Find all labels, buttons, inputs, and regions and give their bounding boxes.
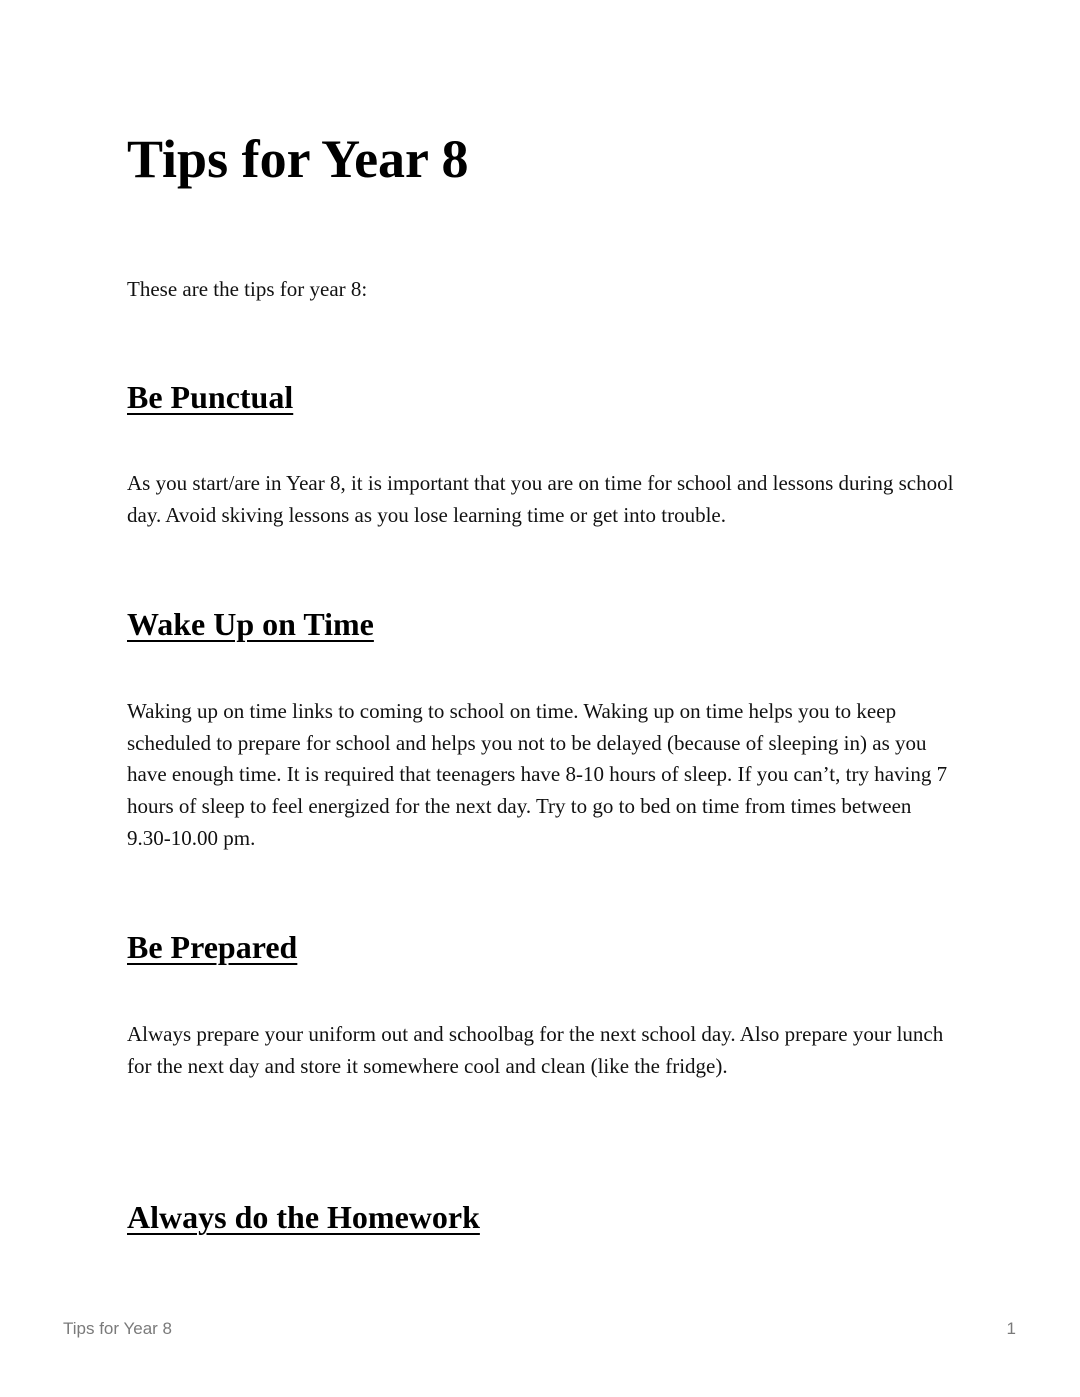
section-body-be-prepared: Always prepare your uniform out and schoolbag for the next school day. Also prepare your lunch for the next day and store it somewhere cool and clean (like the fridge). <box>127 1022 944 1078</box>
footer-document-title: Tips for Year 8 <box>63 1319 172 1338</box>
document-title: Tips for Year 8 <box>127 129 469 189</box>
section-heading-be-punctual: Be Punctual <box>127 379 294 415</box>
section-heading-always-do-the-homework: Always do the Homework <box>127 1199 480 1235</box>
section-body-be-punctual: As you start/are in Year 8, it is important that you are on time for school and lessons during school day. Avoid skiving lessons as you lose learning time or get into trouble. <box>127 471 954 527</box>
footer-page-number: 1 <box>1006 1319 1016 1338</box>
intro-paragraph: These are the tips for year 8: <box>127 277 368 301</box>
section-heading-be-prepared: Be Prepared <box>127 929 298 965</box>
section-heading-wake-up-on-time: Wake Up on Time <box>127 606 374 642</box>
section-body-wake-up-on-time: Waking up on time links to coming to school on time. Waking up on time helps you to keep scheduled to prepare for school and helps you not to be delayed (because of sleeping in) as you have enough time. It is required that teenagers have 8-10 hours of sleep. If you can’t, try having 7 hours of sleep to feel energized for the next day. Try to go to bed on time from times between 9.30-10.00 pm. <box>127 699 948 850</box>
